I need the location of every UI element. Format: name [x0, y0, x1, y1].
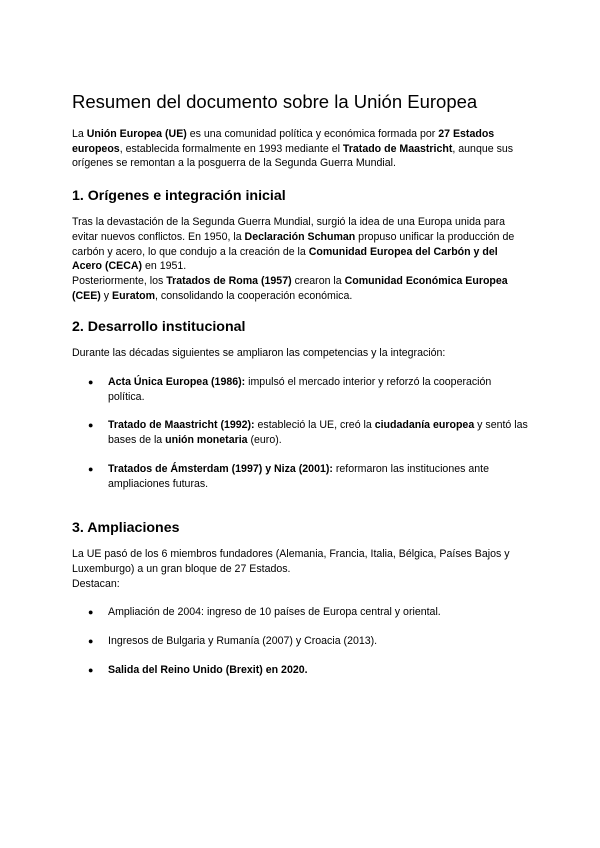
bullet-icon: ●: [88, 636, 94, 647]
bullet-icon: ●: [88, 607, 94, 618]
origins-text: propuso unificar la producción de carbón y acero, lo que condujo a la creación de la: [72, 230, 515, 258]
origins-text: Posteriormente, los: [72, 274, 167, 287]
item-text: y sentó las bases de la: [108, 419, 528, 447]
item-text: Ampliación de 2004: ingreso de 10 países de Europa central y oriental.: [108, 606, 441, 619]
origins-bold: Comunidad Económica Europea (CEE): [72, 274, 508, 302]
list-item: [72, 634, 528, 649]
origins-bold: Comunidad Europea del Carbón y del Acero (CECA): [72, 245, 498, 273]
intro-paragraph: [72, 127, 528, 171]
item-bold: Tratado de Maastricht (1992):: [108, 419, 255, 432]
bullet-icon: ●: [88, 420, 94, 431]
bullet-icon: ●: [88, 664, 94, 675]
enlargements-list: [72, 605, 528, 677]
institutional-list: [72, 375, 528, 491]
institutional-lead: Durante las décadas siguientes se ampliaron las competencias y la integración:: [72, 347, 446, 360]
section-heading-enlargements: 3. Ampliaciones: [72, 520, 180, 537]
list-item: [72, 375, 528, 404]
origins-bold: Declaración Schuman: [244, 230, 356, 243]
intro-text: , aunque sus orígenes se remontan a la posguerra de la Segunda Guerra Mundial.: [72, 142, 514, 170]
origins-text: y: [100, 289, 113, 302]
item-text: estableció la UE, creó la: [254, 419, 375, 432]
item-text: Ingresos de Bulgaria y Rumanía (2007) y Croacia (2013).: [108, 635, 378, 648]
origins-bold: Euratom: [112, 289, 156, 302]
item-text: (euro).: [247, 434, 282, 447]
page-title: Resumen del documento sobre la Unión Europea: [72, 91, 478, 112]
list-item: [72, 663, 528, 678]
section-heading-institutional: 2. Desarrollo institucional: [72, 319, 246, 336]
origins-text: crearon la: [291, 274, 345, 287]
section-heading-origins: 1. Orígenes e integración inicial: [72, 188, 286, 205]
intro-bold: Unión Europea (UE): [86, 128, 187, 140]
origins-text: en 1951.: [142, 260, 187, 273]
item-bold: unión monetaria: [165, 434, 248, 447]
list-item: [72, 418, 528, 447]
enlargements-paragraph: [72, 547, 528, 591]
bullet-icon: ●: [88, 377, 94, 388]
intro-text: La: [72, 128, 87, 140]
enlargements-text: Destacan:: [72, 577, 120, 590]
intro-bold: 27 Estados europeos: [72, 128, 495, 155]
intro-text: es una comunidad política y económica formada por: [186, 128, 439, 140]
item-text: impulsó el mercado interior y reforzó la cooperación política.: [108, 376, 492, 403]
intro-text: , establecida formalmente en 1993 mediante el: [119, 142, 343, 155]
list-item: [72, 462, 528, 491]
item-text: reformaron las instituciones ante ampliaciones futuras.: [108, 462, 489, 490]
item-bold: Tratados de Ámsterdam (1997) y Niza (2001):: [108, 462, 333, 475]
origins-text: Tras la devastación de la Segunda Guerra Mundial, surgió la idea de una Europa unida para evitar nuevos conflictos. En 1950, la: [72, 216, 506, 243]
item-bold: ciudadanía europea: [374, 419, 475, 432]
origins-bold: Tratados de Roma (1957): [166, 274, 292, 287]
enlargements-text: La UE pasó de los 6 miembros fundadores (Alemania, Francia, Italia, Bélgica, Países Bajos y Luxemburgo) a un gran bloque de 27 Estados.: [72, 548, 510, 575]
intro-bold: Tratado de Maastricht: [342, 142, 453, 155]
origins-text: , consolidando la cooperación económica.: [155, 289, 353, 302]
item-bold: Salida del Reino Unido (Brexit) en 2020.: [108, 663, 308, 676]
list-item: [72, 605, 528, 620]
origins-paragraph: [72, 215, 528, 303]
item-bold: Acta Única Europea (1986):: [108, 376, 246, 389]
bullet-icon: ●: [88, 463, 94, 474]
document-page: [72, 90, 528, 677]
